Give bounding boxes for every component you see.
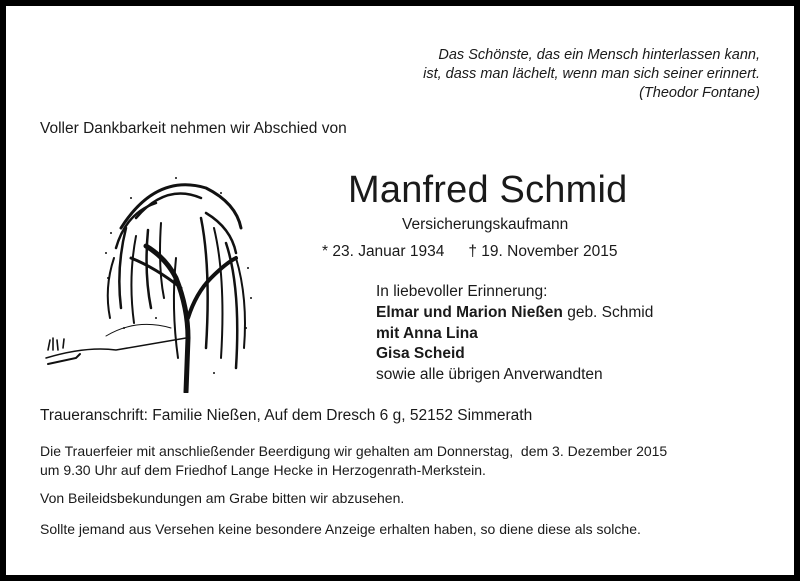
family-heading: In liebevoller Erinnerung: (376, 283, 548, 300)
quote-line-2: ist, dass man lächelt, wenn man sich seiner erinnert. (423, 66, 760, 82)
weeping-willow-icon (36, 158, 261, 393)
family-line-1 (376, 303, 653, 324)
deceased-profession: Versicherungskaufmann (402, 216, 569, 233)
obituary-notice (6, 6, 794, 575)
birth-date: * 23. Januar 1934 (322, 243, 445, 260)
funeral-line-2: um 9.30 Uhr auf dem Friedhof Lange Hecke in Herzogenrath-Merkstein. (40, 462, 486, 478)
family-line-3 (376, 344, 653, 365)
quote-author: (Theodor Fontane) (639, 85, 760, 101)
funeral-details (40, 442, 667, 480)
family-line-2-names: mit Anna Lina (376, 324, 478, 342)
family-line-1-names: Elmar und Marion Nießen (376, 303, 563, 321)
quote-line-1: Das Schönste, das ein Mensch hinterlassen kann, (438, 47, 760, 63)
funeral-line-1: Die Trauerfeier mit anschließender Beerdigung wir gehalten am Donnerstag, dem 3. Dezember 2015 (40, 443, 668, 459)
epigraph-quote (340, 46, 760, 103)
family-line-1-rest: geb. Schmid (562, 303, 654, 321)
notice-note: Sollte jemand aus Versehen keine besondere Anzeige erhalten haben, so diene diese als solche. (40, 521, 641, 537)
family-line-4: sowie alle übrigen Anverwandten (376, 366, 603, 384)
intro-text: Voller Dankbarkeit nehmen wir Abschied von (40, 120, 347, 137)
family-line-3-names: Gisa Scheid (376, 345, 465, 363)
deceased-name: Manfred Schmid (348, 169, 628, 211)
family-line-2 (376, 324, 653, 345)
condolence-note: Von Beileidsbekundungen am Grabe bitten wir abzusehen. (40, 490, 405, 506)
death-date: † 19. November 2015 (468, 243, 618, 260)
life-dates (322, 243, 617, 261)
family-signatures (376, 282, 653, 386)
mourning-address: Traueranschrift: Familie Nießen, Auf dem Dresch 6 g, 52152 Simmerath (40, 407, 533, 424)
